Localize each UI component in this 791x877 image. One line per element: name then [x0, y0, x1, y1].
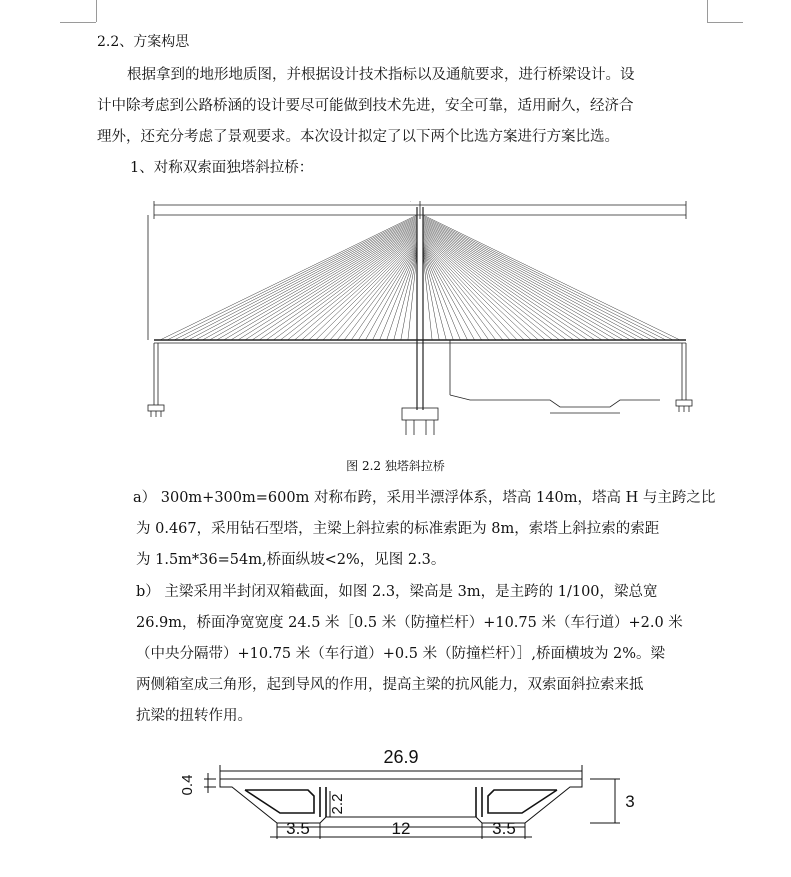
stay-cable-left [351, 245, 417, 340]
inner-height-label: 2.2 [329, 793, 346, 815]
item-b-line-5: 抗梁的扭转作用。 [136, 708, 252, 724]
right-box-cell [488, 790, 557, 813]
stay-cable-left [280, 234, 417, 340]
stay-cable-left [224, 225, 417, 340]
stay-cables [160, 215, 680, 340]
stay-cable-right [423, 218, 659, 340]
stay-cable-right [423, 245, 489, 340]
stay-cable-left [316, 239, 417, 340]
intro-line-3: 理外，还充分考虑了景观要求。本次设计拟定了以下两个比选方案进行方案比选。 [97, 129, 619, 145]
left-box-cell [245, 790, 314, 813]
stay-cable-right [423, 254, 432, 341]
stay-cable-left [302, 237, 417, 340]
stay-cable-right [423, 219, 652, 340]
stay-cable-left [203, 222, 418, 340]
stay-cable-right [423, 226, 609, 340]
stay-cable-left [401, 252, 417, 340]
overall-dim-text: · [410, 199, 412, 204]
stay-cable-left [266, 232, 417, 341]
stay-cable-left [188, 219, 417, 340]
item-b-line-3: （中央分隔带）+10.75 米（车行道）+0.5 米（防撞栏杆）］,桥面横坡为 2%。梁 [136, 646, 666, 662]
item-b-line-2: 26.9m，桥面净宽宽度 24.5 米［0.5 米（防撞栏杆）+10.75 米（车行道）+2.0 米 [136, 615, 683, 631]
stay-cable-right [423, 237, 538, 340]
stay-cable-left [245, 228, 417, 340]
stay-cable-left [323, 240, 417, 340]
stay-cable-right [423, 240, 517, 340]
item-b-line-1: b） 主梁采用半封闭双箱截面，如图 2.3，梁高是 3m，是主跨的 1/100，梁总宽 [136, 584, 658, 600]
stay-cable-left [181, 218, 417, 340]
corner-mark-top-left-v [96, 0, 97, 22]
total-width-label: 26.9 [383, 747, 419, 767]
stay-cable-right [423, 223, 630, 340]
item-a-line-2: 为 0.467，采用钻石型塔，主梁上斜拉索的标准索距为 8m，索塔上斜拉索的索距 [136, 521, 660, 537]
section-heading: 2.2、方案构思 [97, 34, 190, 50]
box-girder-section-drawing [170, 735, 640, 873]
item-b-line-4: 两侧箱室成三角形，起到导风的作用，提高主梁的抗风能力，双索面斜拉索来抵 [136, 677, 644, 693]
stay-cable-right [423, 244, 496, 340]
figure-caption: 图 2.2 独塔斜拉桥 [346, 459, 445, 473]
deck-thickness-label: 0.4 [179, 774, 196, 796]
stay-cable-right [423, 232, 574, 341]
stay-cable-right [423, 221, 645, 341]
stay-cable-right [423, 252, 439, 340]
beam-height-label: 3 [625, 792, 635, 811]
stay-cable-right [423, 222, 638, 340]
stay-cable-right [423, 225, 616, 340]
stay-cable-left [195, 221, 417, 341]
left-box-width-label: 3.5 [286, 819, 310, 838]
stay-cable-left [231, 226, 417, 340]
stay-cable-right [423, 228, 595, 340]
stay-cable-right [423, 239, 524, 340]
intro-line-2: 计中除考虑到公路桥涵的设计要尽可能做到技术先进，安全可靠，适用耐久，经济合 [97, 98, 634, 114]
stay-cable-left [408, 254, 417, 341]
center-width-label: 12 [391, 819, 411, 838]
stay-cable-left [210, 223, 417, 340]
stay-cable-right [423, 234, 560, 340]
item-a-line-3: 为 1.5m*36=54m,桥面纵坡<2%，见图 2.3。 [136, 552, 446, 568]
scheme-1-label: 1、对称双索面独塔斜拉桥： [130, 160, 314, 176]
corner-mark-top-right [707, 22, 743, 23]
corner-mark-top-left [60, 22, 96, 23]
intro-line-1: 根据拿到的地形地质图，并根据设计技术指标以及通航要求，进行桥梁设计。设 [127, 67, 635, 83]
stay-cable-left [344, 244, 417, 340]
section-outline [220, 779, 582, 823]
item-a-line-1: a） 300m+300m=600m 对称布跨，采用半漂浮体系，塔高 140m，塔高 H 与主跨之比 [133, 490, 716, 506]
cable-stayed-bridge-drawing [140, 195, 700, 450]
right-box-width-label: 3.5 [492, 819, 516, 838]
corner-mark-top-right-v [707, 0, 708, 22]
tower-foundation [402, 408, 438, 420]
